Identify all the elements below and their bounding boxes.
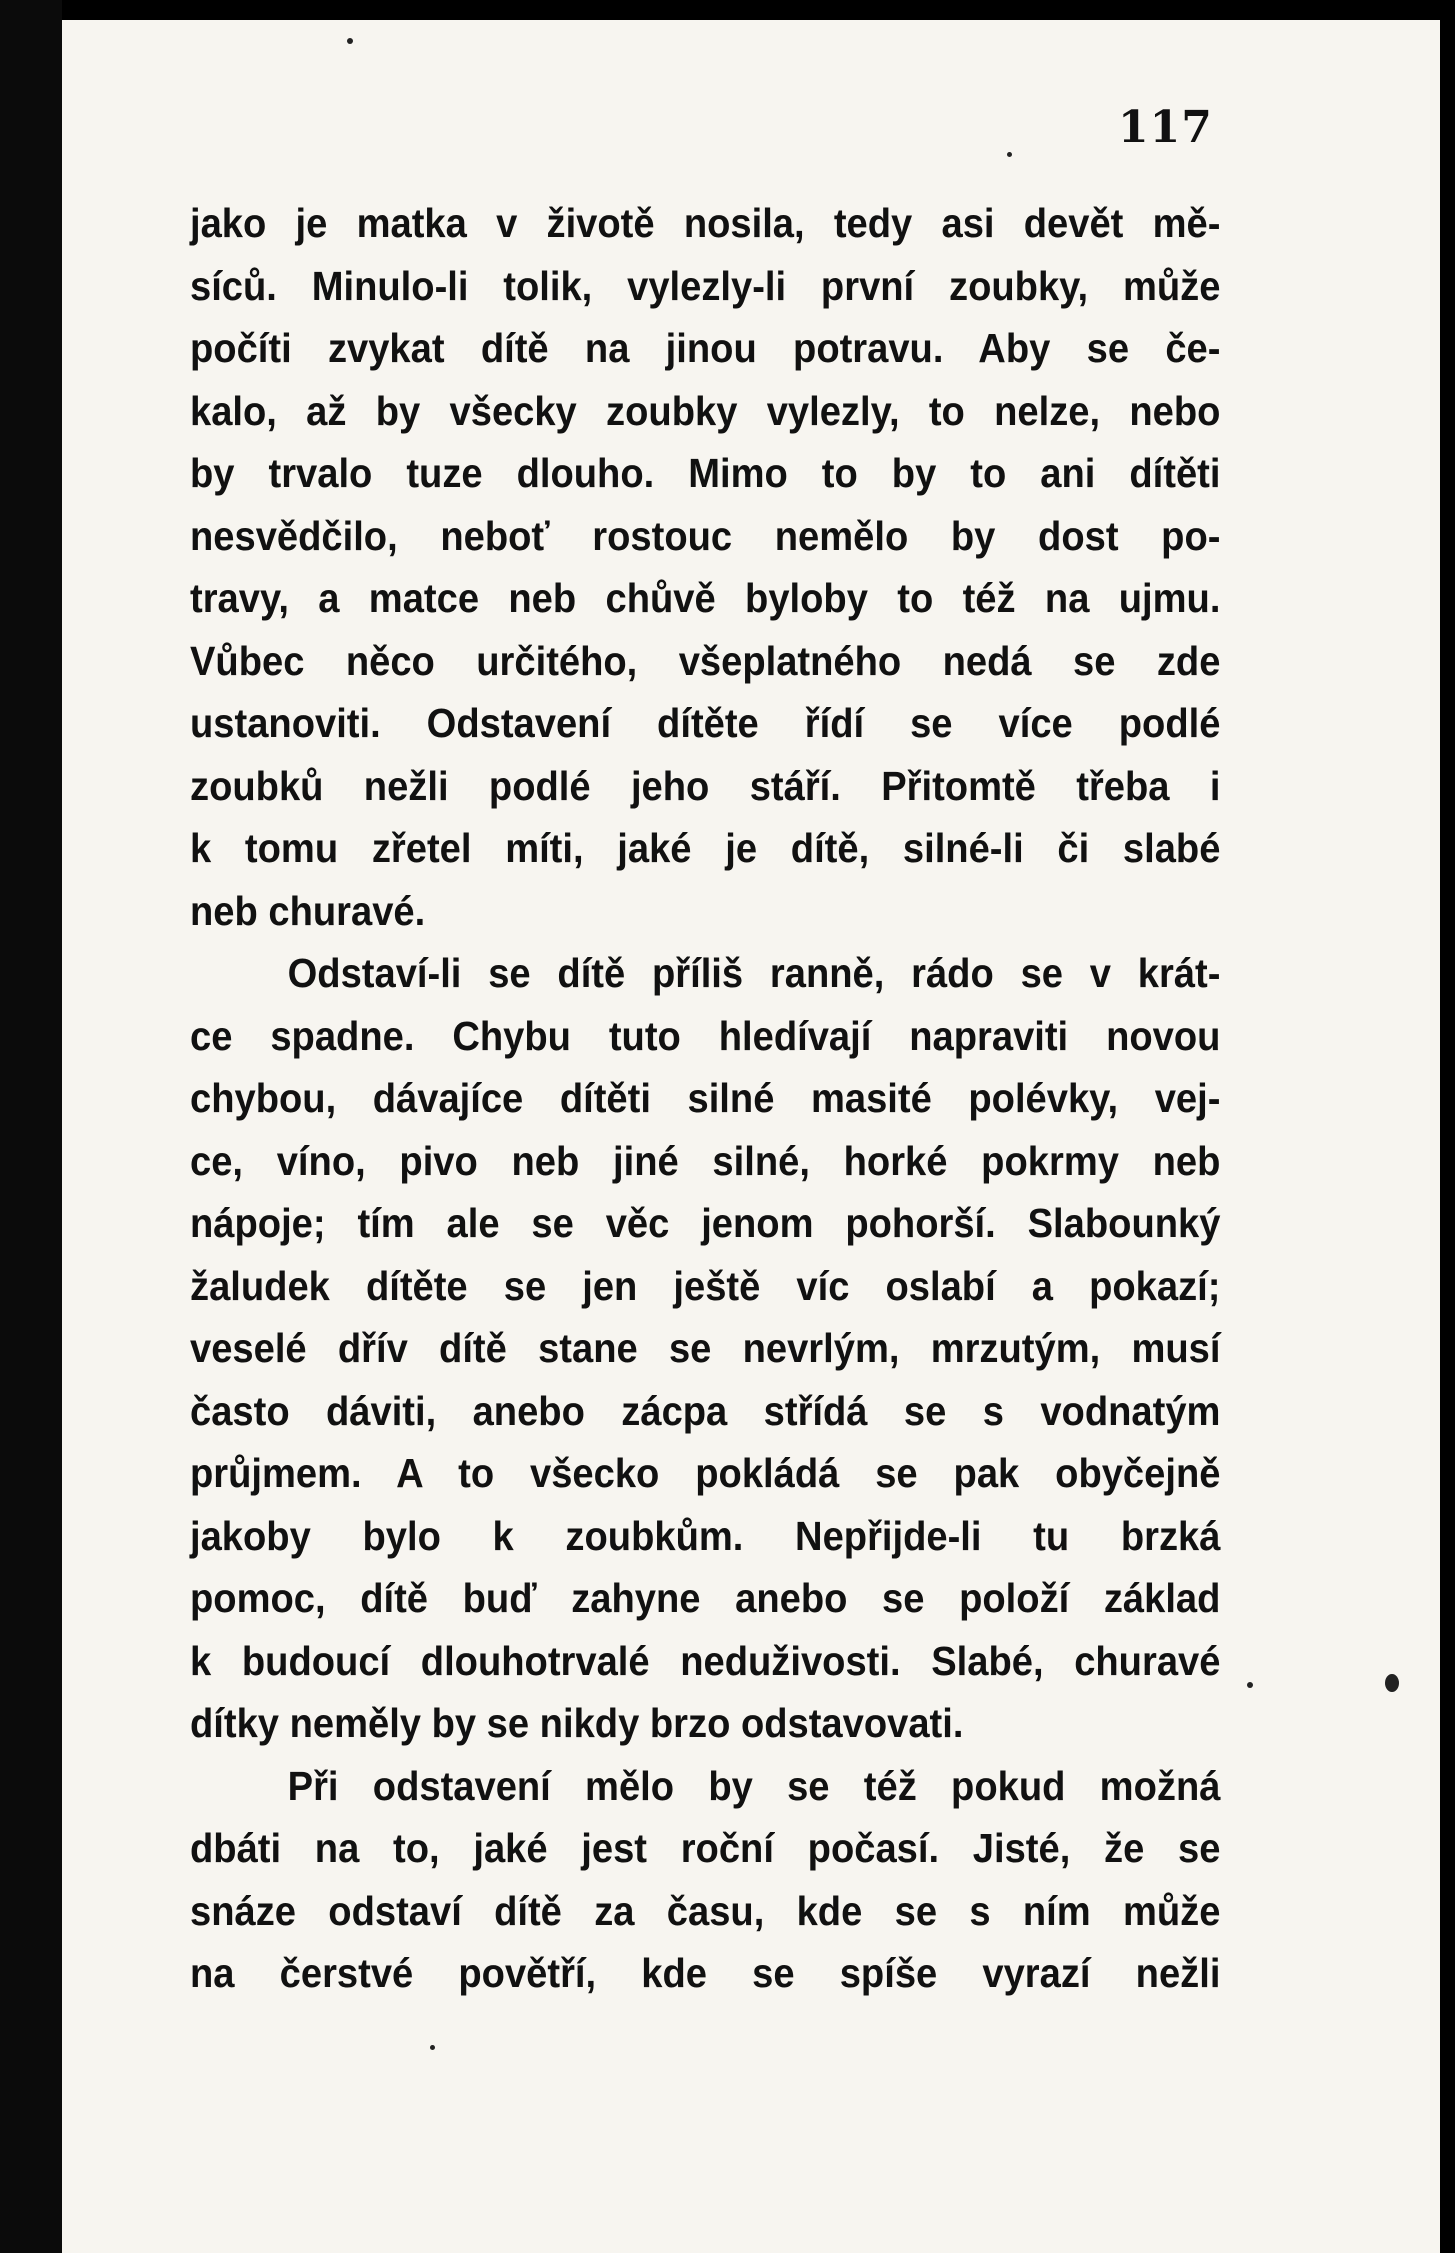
text-line: chybou, dávajíce dítěti silné masité polévky, vej- (190, 1075, 1221, 1121)
text-line: nápoje; tím ale se věc jenom pohorší. Slabounký (190, 1200, 1221, 1246)
text-line: kalo, až by všecky zoubky vylezly, to nelze, nebo (190, 387, 1221, 434)
text-line: na čerstvé povětří, kde se spíše vyrazí nežli (190, 1950, 1221, 1996)
text-line: nesvědčilo, neboť rostouc nemělo by dost po- (190, 512, 1221, 559)
paragraph-start-line: Odstaví-li se dítě příliš ranně, rádo se v krát- (287, 950, 1221, 996)
text-line: neb churavé. (190, 887, 426, 934)
text-line: ce, víno, pivo neb jiné silné, horké pokrmy neb (190, 1137, 1221, 1184)
text-line: snáze odstaví dítě za času, kde se s ním může (190, 1887, 1221, 1934)
page-number: 117 (1118, 102, 1213, 153)
text-line: žaludek dítěte se jen ještě víc oslabí a pokazí; (190, 1262, 1221, 1309)
paragraph-start-line: Při odstavení mělo by se též pokud možná (287, 1762, 1221, 1809)
text-line: k budoucí dlouhotrvalé neduživosti. Slabé, churavé (190, 1637, 1221, 1684)
text-line: počíti zvykat dítě na jinou potravu. Aby se če- (190, 325, 1221, 371)
text-line: Vůbec něco určitého, všeplatného nedá se zde (190, 637, 1221, 684)
text-line: travy, a matce neb chůvě byloby to též na ujmu. (190, 575, 1221, 621)
text-line: dítky neměly by se nikdy brzo odstavovati. (190, 1700, 964, 1746)
paper-speck (347, 38, 353, 44)
paper-speck (1247, 1682, 1253, 1688)
body-text (190, 192, 1220, 2005)
text-line: by trvalo tuze dlouho. Mimo to by to ani dítěti (190, 450, 1221, 496)
text-line: k tomu zřetel míti, jaké je dítě, silné-li či slabé (190, 825, 1221, 871)
text-line: pomoc, dítě buď zahyne anebo se položí základ (190, 1575, 1221, 1621)
text-line: ce spadne. Chybu tuto hledívají napraviti novou (190, 1012, 1221, 1059)
text-line: zoubků nežli podlé jeho stáří. Přitomtě třeba i (190, 762, 1221, 809)
text-line: veselé dřív dítě stane se nevrlým, mrzutým, musí (190, 1325, 1221, 1371)
book-spine-edge (0, 0, 62, 2253)
text-line: síců. Minulo-li tolik, vylezly-li první zoubky, může (190, 262, 1221, 309)
text-line: průjmem. A to všecko pokládá se pak obyčejně (190, 1450, 1221, 1496)
paper-speck (430, 2045, 435, 2050)
text-line: ustanoviti. Odstavení dítěte řídí se více podlé (190, 700, 1221, 746)
text-line: jakoby bylo k zoubkům. Nepřijde-li tu brzká (190, 1512, 1221, 1559)
text-line: často dáviti, anebo zácpa střídá se s vodnatým (190, 1387, 1221, 1434)
paper-speck (1385, 1674, 1399, 1692)
text-line: dbáti na to, jaké jest roční počasí. Jisté, že se (190, 1825, 1221, 1871)
text-line: jako je matka v životě nosila, tedy asi devět mě- (190, 200, 1221, 246)
paper-speck (1007, 152, 1012, 157)
